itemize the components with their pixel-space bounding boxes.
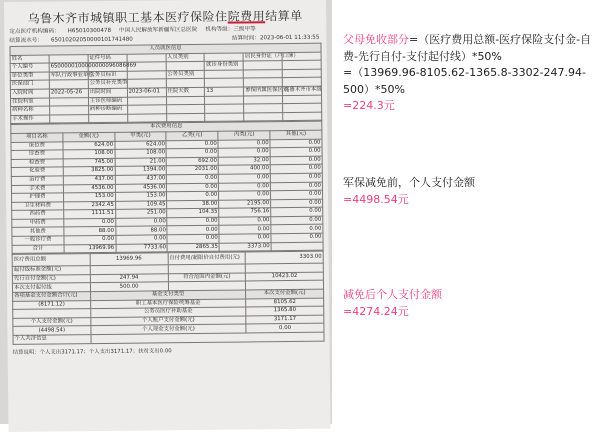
- field-label: 个人编号: [10, 63, 49, 72]
- fee-amount: 0.00: [218, 148, 270, 157]
- field-value: [204, 53, 243, 62]
- fee-amount: 0.00: [167, 217, 219, 226]
- fee-amount: 3825.00: [63, 167, 115, 176]
- annotation-panel: [343, 0, 600, 424]
- field-value: [205, 113, 244, 122]
- fee-amount: 4536.00: [63, 184, 115, 193]
- header-label: 定点医疗机构编码：: [9, 28, 60, 35]
- fee-amount: 1111.51: [64, 210, 116, 219]
- fund-type: 公务员医疗补助基金: [90, 307, 246, 317]
- fund-type-header: 基金支付类型: [90, 290, 246, 300]
- field-label: 手术操作: [11, 115, 50, 124]
- field-value: 就诊身份类别: [205, 61, 244, 70]
- fee-amount: 0.00: [64, 218, 116, 227]
- header-hospital: 中国人民解放军新疆军区总医院: [118, 26, 198, 34]
- fee-amount: 0.00: [219, 217, 271, 226]
- field-value: [50, 114, 89, 123]
- self-pay-value: 3303.00: [245, 251, 323, 264]
- fee-amount: 0.00: [270, 156, 322, 165]
- fund-total-value: (8171.12): [13, 300, 91, 309]
- fee-amount: 0.00: [219, 191, 271, 200]
- title-underlined-text: 院费用: [227, 9, 266, 24]
- fee-amount: 153.00: [115, 192, 167, 201]
- fee-amount: 0.00: [115, 218, 167, 227]
- note2-result: =4498.54元: [343, 192, 409, 206]
- fee-item-name: 合计: [12, 245, 64, 254]
- field-value: [127, 79, 166, 88]
- note1-result: =224.3元: [343, 99, 395, 112]
- column-header: 其他(元): [270, 130, 322, 139]
- field-label: 病种诊断编码: [88, 105, 127, 114]
- field-label: [244, 112, 283, 121]
- header-code: H65010300478: [67, 27, 112, 35]
- field-label: 住院科室: [11, 98, 50, 107]
- fee-amount: 0.00: [218, 139, 270, 148]
- fee-amount: 13969.96: [64, 244, 116, 253]
- fee-item-name: 西药费: [12, 210, 64, 219]
- fee-item-name: 卫生材料费: [12, 202, 64, 211]
- header-serial: 65010202050000101741480: [50, 36, 133, 44]
- personal-pay-type: 个人账户支付金额(元): [91, 316, 247, 326]
- field-label: 单位类型: [10, 72, 49, 81]
- title-text: 乌鲁木齐市城镇职工基本医疗保险住: [27, 9, 228, 26]
- fee-item-name: 中药费: [12, 219, 64, 228]
- note2-title: 军保减免前，个人支付金额: [343, 176, 475, 189]
- fee-item-name: 诊查费: [11, 150, 63, 159]
- fee-amount: 21.00: [115, 158, 167, 167]
- fund-total-label: 各项基金支付金额合计(元): [13, 292, 91, 301]
- field-label: [88, 114, 127, 123]
- field-value: [127, 71, 166, 80]
- note-after-discount: [343, 287, 593, 320]
- fee-amount: 0.00: [270, 147, 322, 156]
- fee-amount: 0.00: [271, 182, 323, 191]
- fee-amount: 0.00: [167, 226, 219, 235]
- fund-amount: 1365.80: [246, 306, 324, 315]
- in-scope-label: 符合范围内金额(元): [168, 273, 246, 282]
- field-label: 公务员类别: [166, 70, 205, 79]
- total-value: 13969.96: [90, 253, 168, 266]
- fund-amount-header: 本次支付金额(元): [246, 289, 324, 298]
- fee-amount: 2865.35: [168, 243, 220, 252]
- field-value: [283, 112, 322, 121]
- field-value: [49, 80, 88, 89]
- fee-amount: 153.00: [63, 192, 115, 201]
- fee-item-name: 治疗费: [11, 176, 63, 185]
- fee-amount: 2342.45: [63, 201, 115, 210]
- field-value: [127, 114, 166, 123]
- note1-calc: =（13969.96-8105.62-1365.8-3302-247.94-500）*50%: [343, 66, 587, 96]
- header-level: 机构等级：三级甲等: [205, 26, 256, 33]
- field-value: 军队行政事业单位: [49, 71, 88, 80]
- fee-amount: 7733.60: [116, 243, 168, 252]
- fee-amount: 0.00: [116, 235, 168, 244]
- field-value: [127, 53, 166, 62]
- field-value: 6500000100000000096086869: [49, 63, 88, 72]
- fund-type: 职工基本医疗保险统筹基金: [90, 299, 246, 309]
- fee-item-name: 手术费: [11, 184, 63, 193]
- field-label: 住院天数: [166, 87, 205, 96]
- self-pay-label: 自付费用/超限价自付费用(元): [168, 252, 246, 265]
- fee-amount: 0.00: [167, 174, 219, 183]
- note3-result: =4274.24元: [343, 304, 409, 318]
- column-header: 丙类(元): [218, 131, 270, 140]
- fee-amount: 88.00: [64, 227, 116, 236]
- field-label: 公务员补充类型: [88, 80, 127, 89]
- field-value: [49, 54, 88, 63]
- fee-item-name: 一般诊疗费: [12, 236, 64, 245]
- field-label: 公务员标识: [88, 71, 127, 80]
- in-scope-value: 10423.02: [246, 272, 324, 281]
- fee-amount: 0.00: [270, 164, 322, 173]
- fee-amount: 692.00: [167, 157, 219, 166]
- note1-title: 父母免收部分: [343, 33, 409, 46]
- note-parent-exemption: [343, 32, 593, 115]
- note-before-discount: [343, 175, 593, 208]
- personal-pay-amount: 0.00: [246, 324, 324, 333]
- fee-amount: 0.00: [167, 148, 219, 157]
- personal-pay-type: 个人现金支付金额(元): [91, 324, 247, 334]
- field-label: 主诊医师编码: [88, 97, 127, 106]
- fee-amount: [271, 242, 323, 251]
- fee-amount: 0.00: [271, 216, 323, 225]
- field-value: 2022-05-26: [49, 89, 88, 98]
- fee-amount: 0.00: [167, 191, 219, 200]
- fee-amount: 745.00: [63, 158, 115, 167]
- deductible-value: 500.00: [90, 282, 168, 291]
- fee-amount: 0.00: [271, 190, 323, 199]
- fee-amount: 0.00: [219, 182, 271, 191]
- column-header: 甲类(元): [115, 132, 167, 141]
- personal-pay-total: (4498.54): [13, 326, 91, 335]
- fee-amount: 624.00: [115, 140, 167, 149]
- personal-pay-amount: 3171.17: [246, 315, 324, 324]
- fee-amount: 756.16: [219, 208, 271, 217]
- summary-table: [12, 251, 325, 345]
- fee-amount: 0.00: [219, 174, 271, 183]
- remark-value: [91, 332, 324, 343]
- field-label: 姓名: [10, 55, 49, 64]
- settlement-slip: [4, 0, 330, 432]
- field-label: 证件号码: [88, 54, 127, 63]
- field-value: [49, 97, 88, 106]
- fee-item-name: 其他费: [12, 227, 64, 236]
- fee-amount: 0.00: [64, 235, 116, 244]
- fee-amount: 437.00: [63, 175, 115, 184]
- field-value: 2023-06-01: [127, 88, 166, 97]
- field-label: [166, 62, 205, 71]
- fee-amount: 2195.00: [219, 199, 271, 208]
- remark-label: 个人共济信息: [13, 335, 91, 344]
- fee-amount: 0.00: [271, 199, 323, 208]
- fee-amount: 0.00: [167, 234, 219, 243]
- fee-amount: 0.00: [271, 233, 323, 242]
- receipt-title: [9, 3, 321, 28]
- fee-table: [10, 121, 323, 254]
- person-info-table: [9, 43, 322, 125]
- fee-amount: 400.00: [219, 165, 271, 174]
- field-value: 乌鲁木齐市本级: [283, 86, 322, 95]
- note1-formula: =（医疗费用总额-医疗保险支付金-自费-先行自付-支付起付线）*50%: [343, 33, 592, 63]
- field-label: 居民身份证（户口簿）: [243, 52, 282, 61]
- fee-item-name: 检查费: [11, 159, 63, 168]
- fee-amount: 0.00: [219, 225, 271, 234]
- fee-amount: 109.45: [115, 200, 167, 209]
- deductible-label: 本次支付起付线: [12, 283, 90, 292]
- column-header: 乙类(元): [166, 131, 218, 140]
- fee-amount: 3373.00: [219, 242, 271, 251]
- fee-amount: 88.00: [116, 226, 168, 235]
- fee-amount: 0.00: [167, 183, 219, 192]
- fee-item-name: 护理费: [12, 193, 64, 202]
- total-label: 医疗费用总额: [12, 254, 90, 267]
- advance-pay-label: 先行自付金额(元): [12, 274, 90, 283]
- fee-amount: 0.00: [271, 207, 323, 216]
- fee-amount: 1394.00: [115, 166, 167, 175]
- pool-label: 起付线标准金额(元): [12, 266, 90, 275]
- fee-amount: 0.00: [270, 139, 322, 148]
- fee-amount: 38.00: [167, 200, 219, 209]
- field-value: 13: [205, 87, 244, 96]
- header-time: 结算时间：2023-06-01 11:33:55: [231, 34, 320, 42]
- field-label: 入院时间: [10, 89, 49, 98]
- fee-amount: 0.00: [219, 234, 271, 243]
- receipt-footer: 结算说明：个人支出3171.17；个人支出3171.17；扶贫支出0.00: [12, 347, 172, 356]
- advance-pay-value: 247.94: [90, 274, 168, 283]
- field-label: 出院时间: [88, 88, 127, 97]
- section-heading: 人员就医信息: [10, 43, 321, 55]
- field-label: 参保所属医保区划: [244, 87, 283, 96]
- fee-amount: 4536.00: [115, 183, 167, 192]
- title-suffix: 结算单: [265, 8, 303, 24]
- fund-amount: 8105.62: [246, 298, 324, 307]
- fee-amount: 108.00: [115, 149, 167, 158]
- fee-amount: 104.35: [167, 209, 219, 218]
- fee-amount: 2031.00: [167, 166, 219, 175]
- personal-pay-label: 个人支付金额(元): [13, 317, 91, 326]
- fee-item-name: 化验费: [11, 167, 63, 176]
- field-label: 病种名称: [11, 106, 50, 115]
- fee-amount: 32.00: [218, 156, 270, 165]
- section-heading: 本次费用信息: [11, 122, 322, 134]
- field-label: [166, 113, 205, 122]
- field-label: 人员类别: [166, 53, 205, 62]
- fee-amount: 0.00: [166, 140, 218, 149]
- fee-amount: 624.00: [63, 141, 115, 150]
- fee-amount: 108.00: [63, 149, 115, 158]
- header-serial-label: 结算流水号：: [9, 37, 44, 44]
- fee-item-name: 床位费: [11, 141, 63, 150]
- fee-amount: 251.00: [115, 209, 167, 218]
- field-value: [49, 106, 88, 115]
- column-header: 金额(元): [63, 132, 115, 141]
- fee-amount: 0.00: [271, 225, 323, 234]
- fee-amount: 437.00: [115, 175, 167, 184]
- fee-amount: 0.00: [270, 173, 322, 182]
- field-label: 医保部门: [10, 80, 49, 89]
- column-header: 项目名称: [11, 133, 63, 142]
- note3-title: 减免后个人支付金额: [343, 288, 442, 301]
